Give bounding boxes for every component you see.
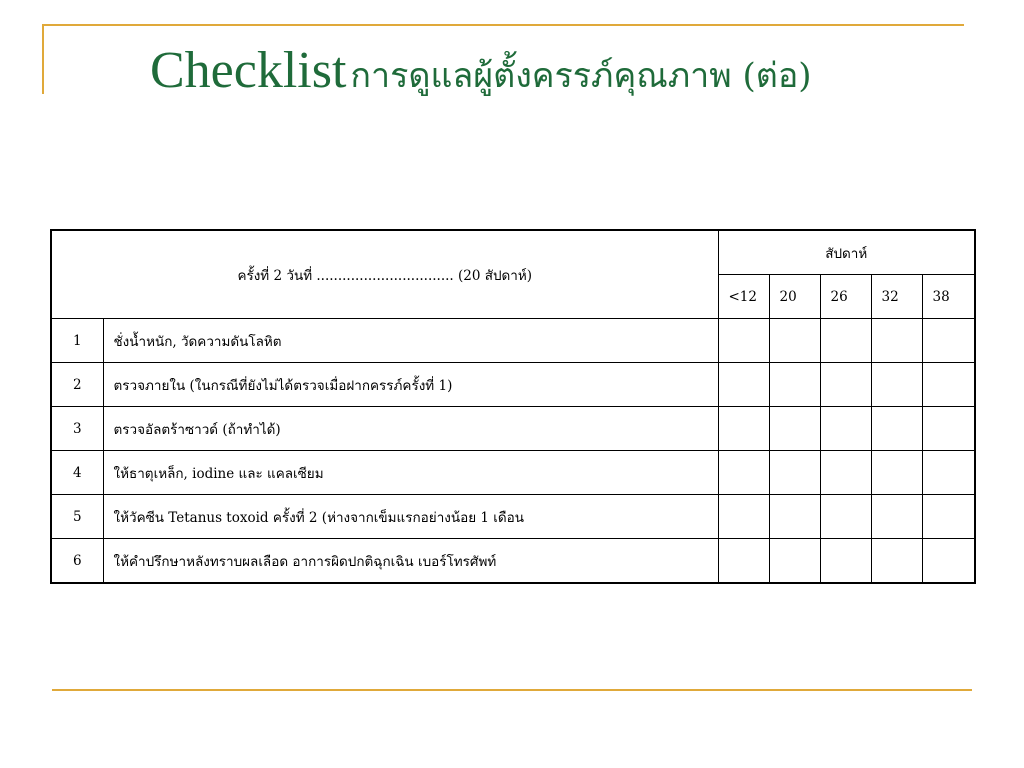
row-number: 6 xyxy=(51,539,103,584)
check-cell[interactable] xyxy=(871,495,922,539)
row-number: 2 xyxy=(51,363,103,407)
checklist-item: ให้วัคซีน Tetanus toxoid ครั้งที่ 2 (ห่างจากเข็มแรกอย่างน้อย 1 เดือน xyxy=(103,495,718,539)
frame-top-line xyxy=(42,24,964,26)
check-cell[interactable] xyxy=(922,319,975,363)
checklist-item: ชั่งน้ำหนัก, วัดความดันโลหิต xyxy=(103,319,718,363)
check-cell[interactable] xyxy=(871,451,922,495)
title-english: Checklist xyxy=(150,42,347,99)
check-cell[interactable] xyxy=(871,407,922,451)
check-cell[interactable] xyxy=(769,539,820,584)
check-cell[interactable] xyxy=(718,407,769,451)
week-column-header: 20 xyxy=(769,275,820,319)
checklist-item: ตรวจภายใน (ในกรณีที่ยังไม่ได้ตรวจเมื่อฝากครรภ์ครั้งที่ 1) xyxy=(103,363,718,407)
week-column-header: <12 xyxy=(718,275,769,319)
check-cell[interactable] xyxy=(820,451,871,495)
check-cell[interactable] xyxy=(871,363,922,407)
check-cell[interactable] xyxy=(769,363,820,407)
checklist-table xyxy=(50,229,976,584)
check-cell[interactable] xyxy=(820,539,871,584)
table-row xyxy=(51,407,975,451)
row-number: 5 xyxy=(51,495,103,539)
header-row-1 xyxy=(51,230,975,275)
check-cell[interactable] xyxy=(769,451,820,495)
check-cell[interactable] xyxy=(769,407,820,451)
frame-bottom-line xyxy=(52,689,972,691)
check-cell[interactable] xyxy=(718,319,769,363)
table-row xyxy=(51,319,975,363)
check-cell[interactable] xyxy=(718,451,769,495)
table-row xyxy=(51,363,975,407)
row-number: 4 xyxy=(51,451,103,495)
row-number: 1 xyxy=(51,319,103,363)
check-cell[interactable] xyxy=(820,319,871,363)
table-row xyxy=(51,539,975,584)
check-cell[interactable] xyxy=(820,363,871,407)
visit-header: ครั้งที่ 2 วันที่ ................................ (20 สัปดาห์) xyxy=(51,230,718,319)
week-column-header: 26 xyxy=(820,275,871,319)
checklist-item: ตรวจอัลตร้าซาวด์ (ถ้าทำได้) xyxy=(103,407,718,451)
weeks-header: สัปดาห์ xyxy=(718,230,975,275)
week-column-header: 38 xyxy=(922,275,975,319)
table-row xyxy=(51,451,975,495)
check-cell[interactable] xyxy=(718,539,769,584)
checklist-item: ให้คำปรึกษาหลังทราบผลเลือด อาการผิดปกติฉุกเฉิน เบอร์โทรศัพท์ xyxy=(103,539,718,584)
check-cell[interactable] xyxy=(871,539,922,584)
slide-title xyxy=(150,38,950,108)
check-cell[interactable] xyxy=(820,495,871,539)
check-cell[interactable] xyxy=(820,407,871,451)
checklist-item: ให้ธาตุเหล็ก, iodine และ แคลเซียม xyxy=(103,451,718,495)
check-cell[interactable] xyxy=(871,319,922,363)
frame-left-line xyxy=(42,24,44,94)
check-cell[interactable] xyxy=(718,495,769,539)
check-cell[interactable] xyxy=(769,495,820,539)
check-cell[interactable] xyxy=(922,451,975,495)
check-cell[interactable] xyxy=(718,363,769,407)
check-cell[interactable] xyxy=(922,407,975,451)
title-thai: การดูแลผู้ตั้งครรภ์คุณภาพ (ต่อ) xyxy=(350,56,812,96)
check-cell[interactable] xyxy=(922,363,975,407)
check-cell[interactable] xyxy=(769,319,820,363)
check-cell[interactable] xyxy=(922,539,975,584)
table-row xyxy=(51,495,975,539)
check-cell[interactable] xyxy=(922,495,975,539)
row-number: 3 xyxy=(51,407,103,451)
week-column-header: 32 xyxy=(871,275,922,319)
